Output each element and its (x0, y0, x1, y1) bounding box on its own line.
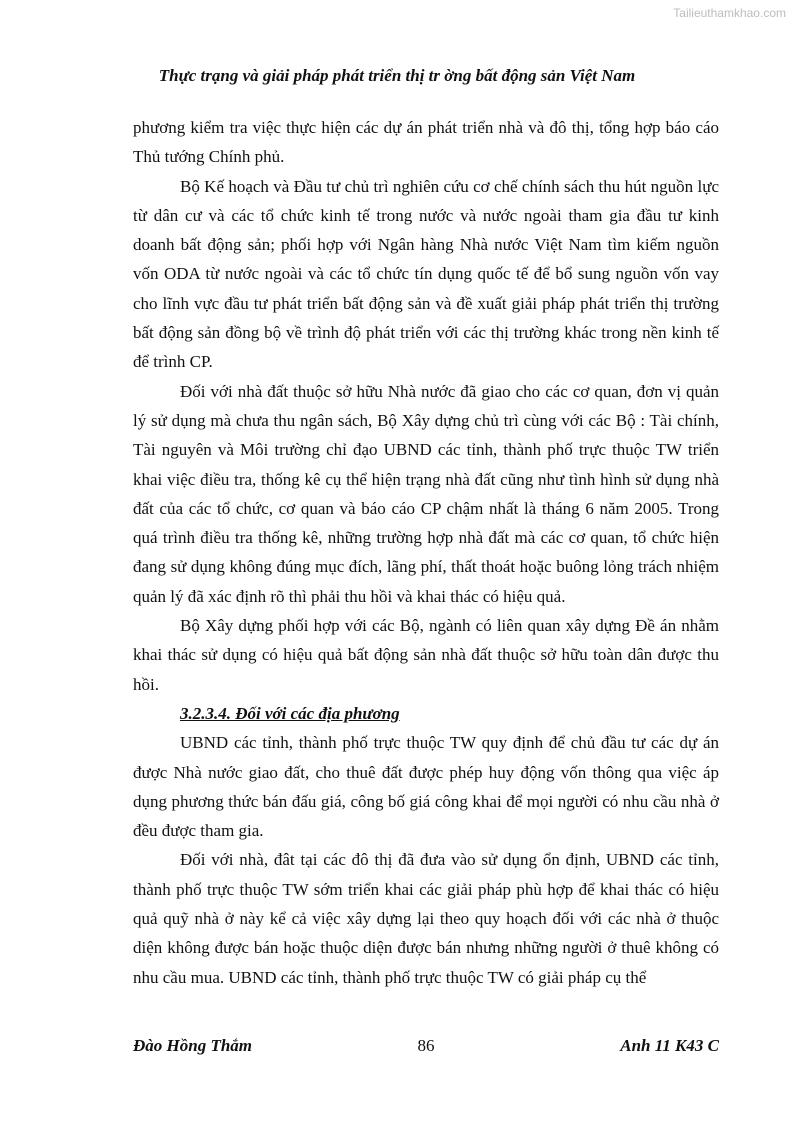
document-body (133, 113, 719, 992)
paragraph: Đối với nhà đất thuộc sở hữu Nhà nước đã giao cho các cơ quan, đơn vị quản lý sử dụng mà chưa thu ngân sách, Bộ Xây dựng chủ trì cùng với các Bộ : Tài chính, Tài nguyên và Môi trường chỉ đạo UBND các tỉnh, thành phố trực thuộc TW triển khai việc điều tra, thống kê cụ thể hiện trạng nhà đất cũng như tình hình sử dụng nhà đất của các tổ chức, cơ quan và báo cáo CP chậm nhất là tháng 6 năm 2005. Trong quá trình điều tra thống kê, những trường hợp nhà đất mà các cơ quan, tổ chức hiện đang sử dụng không đúng mục đích, lãng phí, thất thoát hoặc buông lỏng trách nhiệm quản lý đã xác định rõ thì phải thu hồi và khai thác có hiệu quả. (133, 381, 719, 606)
page-number: 86 (417, 1036, 435, 1055)
running-header: Thực trạng và giải pháp phát triển thị tr ờng bất động sản Việt Nam (158, 66, 636, 85)
section-heading: 3.2.3.4. Đối với các địa phương (180, 703, 400, 723)
footer-class: Anh 11 K43 C (620, 1036, 719, 1055)
paragraph: UBND các tỉnh, thành phố trực thuộc TW quy định để chủ đầu tư các dự án được Nhà nước giao đất, cho thuê đất được phép huy động vốn thông qua việc áp dụng phương thức bán đấu giá, công bố giá công khai để mọi người có nhu cầu nhà ở đều được tham gia. (133, 733, 719, 841)
footer-author: Đào Hồng Thắm (133, 1036, 253, 1055)
watermark-text: Tailieuthamkhao.com (673, 6, 786, 20)
paragraph: Đối với nhà, đât tại các đô thị đã đưa vào sử dụng ổn định, UBND các tỉnh, thành phố trực thuộc TW sớm triển khai các giải pháp phù hợp để khai thác có hiệu quả quỹ nhà ở này kể cả việc xây dựng lại theo quy hoạch đối với các nhà ở thuộc diện không được bán hoặc thuộc diện được bán nhưng những người ở thuê không có nhu cầu mua. UBND các tỉnh, thành phố trực thuộc TW có giải pháp cụ thể (133, 850, 719, 987)
paragraph: Bộ Kế hoạch và Đầu tư chủ trì nghiên cứu cơ chế chính sách thu hút nguồn lực từ dân cư và các tổ chức kinh tế trong nước và nước ngoài tham gia đầu tư kinh doanh bất động sản; phối hợp với Ngân hàng Nhà nước Việt Nam tìm kiếm nguồn vốn ODA từ nước ngoài và các tổ chức tín dụng quốc tế để bổ sung nguồn vốn vay cho lĩnh vực đầu tư phát triển bất động sản và đề xuất giải pháp phát triển thị trường bất động sản đồng bộ về trình độ phát triển với các thị trường khác trong nền kinh tế để trình CP. (133, 176, 719, 372)
paragraph-continuation: phương kiểm tra việc thực hiện các dự án phát triển nhà và đô thị, tổng hợp báo cáo Thủ tướng Chính phủ. (133, 118, 719, 167)
paragraph: Bộ Xây dựng phối hợp với các Bộ, ngành có liên quan xây dựng Đề án nhằm khai thác sử dụng có hiệu quả bất động sản nhà đất thuộc sở hữu toàn dân được thu hồi. (133, 616, 719, 694)
page-footer (133, 1036, 719, 1056)
